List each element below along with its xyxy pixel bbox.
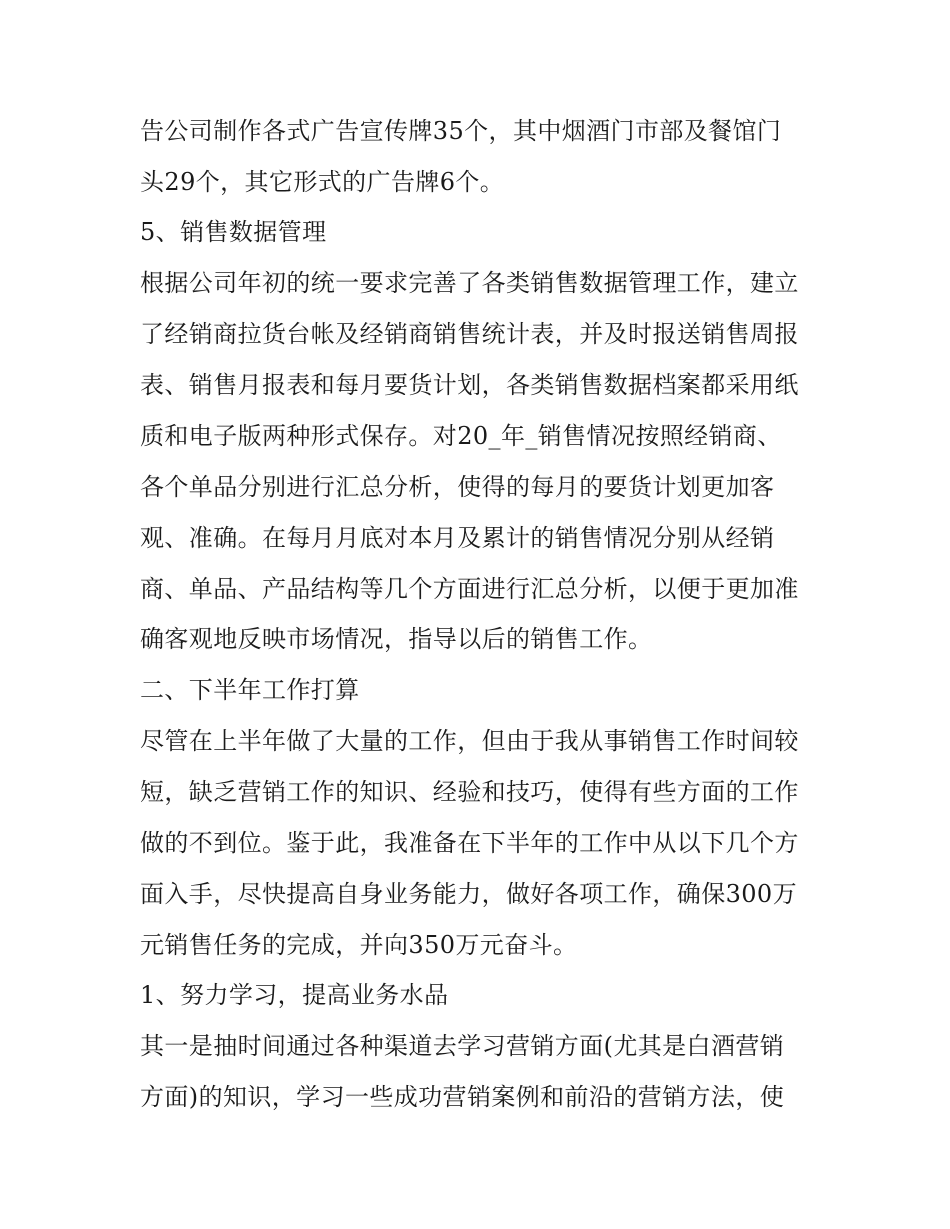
text-line: 质和电子版两种形式保存。对20_年_销售情况按照经销商、 — [140, 422, 782, 450]
text-line: 了经销商拉货台帐及经销商销售统计表，并及时报送销售周报 — [140, 320, 799, 348]
text-line: 告公司制作各式广告宣传牌35个，其中烟酒门市部及餐馆门 — [140, 117, 782, 145]
text-line: 根据公司年初的统一要求完善了各类销售数据管理工作，建立 — [140, 269, 799, 297]
text-line: 观、准确。在每月月底对本月及累计的销售情况分别从经销 — [140, 524, 775, 552]
text-line: 尽管在上半年做了大量的工作，但由于我从事销售工作时间较 — [140, 727, 799, 755]
text-line: 面入手，尽快提高自身业务能力，做好各项工作，确保300万 — [140, 880, 798, 908]
text-line: 头29个，其它形式的广告牌6个。 — [140, 168, 505, 196]
text-line: 商、单品、产品结构等几个方面进行汇总分析，以便于更加准 — [140, 575, 799, 603]
section-heading: 5、销售数据管理 — [140, 218, 327, 246]
section-heading: 二、下半年工作打算 — [140, 676, 360, 704]
text-line: 元销售任务的完成，并向350万元奋斗。 — [140, 931, 578, 959]
text-line: 确客观地反映市场情况，指导以后的销售工作。 — [140, 625, 653, 653]
text-line: 短，缺乏营销工作的知识、经验和技巧，使得有些方面的工作 — [140, 778, 799, 806]
text-line: 做的不到位。鉴于此，我准备在下半年的工作中从以下几个方 — [140, 829, 799, 857]
text-line: 各个单品分别进行汇总分析，使得的每月的要货计划更加客 — [140, 473, 775, 501]
text-line: 其一是抽时间通过各种渠道去学习营销方面(尤其是白酒营销 — [140, 1032, 785, 1060]
text-line: 方面)的知识，学习一些成功营销案例和前沿的营销方法，使 — [140, 1083, 785, 1111]
text-line: 表、销售月报表和每月要货计划，各类销售数据档案都采用纸 — [140, 371, 799, 399]
section-heading: 1、努力学习，提高业务水品 — [140, 981, 449, 1009]
